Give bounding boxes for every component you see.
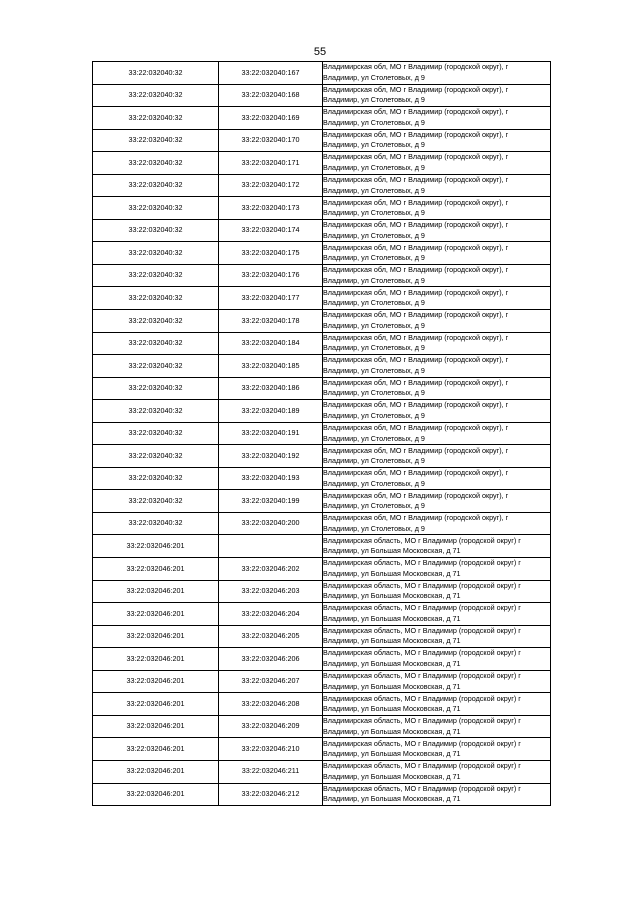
address-line-2: Владимир, ул Большая Московская, д 71 xyxy=(323,794,461,804)
parent-cadastral-number: 33:22:032046:201 xyxy=(93,670,219,693)
address-line-1: Владимирская область, МО г Владимир (городской округ) г xyxy=(323,535,521,545)
address-line-2: Владимир, ул Столетовых, д 9 xyxy=(323,208,425,218)
address-cell xyxy=(323,287,551,310)
table-row xyxy=(93,670,551,693)
address-line-2: Владимир, ул Большая Московская, д 71 xyxy=(323,726,461,736)
parent-cadastral-number: 33:22:032046:201 xyxy=(93,558,219,581)
table-row xyxy=(93,467,551,490)
address-line-1: Владимирская область, МО г Владимир (городской округ) г xyxy=(323,693,521,703)
address-line-2: Владимир, ул Большая Московская, д 71 xyxy=(323,704,461,714)
address-line-2: Владимир, ул Столетовых, д 9 xyxy=(323,388,425,398)
table-row xyxy=(93,219,551,242)
address-line-1: Владимирская область, МО г Владимир (городской округ) г xyxy=(323,671,521,681)
address-line-2: Владимир, ул Столетовых, д 9 xyxy=(323,185,425,195)
table-row xyxy=(93,715,551,738)
parent-cadastral-number: 33:22:032040:32 xyxy=(93,512,219,535)
table-row xyxy=(93,355,551,378)
parent-cadastral-number: 33:22:032040:32 xyxy=(93,332,219,355)
address-cell xyxy=(323,377,551,400)
table-row xyxy=(93,174,551,197)
table-body xyxy=(93,62,551,806)
address-line-1: Владимирская обл, МО г Владимир (городской округ), г xyxy=(323,332,509,342)
parent-cadastral-number: 33:22:032046:201 xyxy=(93,693,219,716)
address-line-2: Владимир, ул Столетовых, д 9 xyxy=(323,478,425,488)
cadastral-number: 33:22:032040:193 xyxy=(219,467,323,490)
address-line-2: Владимир, ул Столетовых, д 9 xyxy=(323,117,425,127)
address-line-1: Владимирская обл, МО г Владимир (городской округ), г xyxy=(323,490,509,500)
parent-cadastral-number: 33:22:032040:32 xyxy=(93,400,219,423)
address-line-1: Владимирская обл, МО г Владимир (городской округ), г xyxy=(323,468,509,478)
table-row xyxy=(93,84,551,107)
table-row xyxy=(93,512,551,535)
table-row xyxy=(93,197,551,220)
address-line-2: Владимир, ул Большая Московская, д 71 xyxy=(323,658,461,668)
page-number: 55 xyxy=(313,46,327,58)
parent-cadastral-number: 33:22:032040:32 xyxy=(93,129,219,152)
parent-cadastral-number: 33:22:032040:32 xyxy=(93,467,219,490)
cadastral-number: 33:22:032040:168 xyxy=(219,84,323,107)
parent-cadastral-number: 33:22:032040:32 xyxy=(93,490,219,513)
address-line-1: Владимирская обл, МО г Владимир (городской округ), г xyxy=(323,62,509,72)
address-line-1: Владимирская обл, МО г Владимир (городской округ), г xyxy=(323,175,509,184)
cadastral-number: 33:22:032046:203 xyxy=(219,580,323,603)
cadastral-number: 33:22:032040:172 xyxy=(219,174,323,197)
parent-cadastral-number: 33:22:032046:201 xyxy=(93,715,219,738)
address-cell xyxy=(323,648,551,671)
cadastral-number: 33:22:032046:202 xyxy=(219,558,323,581)
address-cell xyxy=(323,625,551,648)
address-line-2: Владимир, ул Большая Московская, д 71 xyxy=(323,613,461,623)
parent-cadastral-number: 33:22:032046:201 xyxy=(93,783,219,806)
address-cell xyxy=(323,400,551,423)
table-row xyxy=(93,332,551,355)
address-line-2: Владимир, ул Большая Московская, д 71 xyxy=(323,546,461,556)
parent-cadastral-number: 33:22:032040:32 xyxy=(93,445,219,468)
address-line-2: Владимир, ул Большая Московская, д 71 xyxy=(323,771,461,781)
parent-cadastral-number: 33:22:032046:201 xyxy=(93,580,219,603)
table-row xyxy=(93,422,551,445)
address-line-2: Владимир, ул Столетовых, д 9 xyxy=(323,410,425,420)
table-row xyxy=(93,535,551,558)
address-cell xyxy=(323,512,551,535)
cadastral-number: 33:22:032046:212 xyxy=(219,783,323,806)
address-cell xyxy=(323,152,551,175)
address-line-1: Владимирская обл, МО г Владимир (городской округ), г xyxy=(323,197,509,207)
cadastral-number: 33:22:032040:169 xyxy=(219,107,323,130)
parent-cadastral-number: 33:22:032046:201 xyxy=(93,603,219,626)
address-line-1: Владимирская обл, МО г Владимир (городской округ), г xyxy=(323,220,509,230)
table-row xyxy=(93,62,551,85)
address-cell xyxy=(323,129,551,152)
cadastral-number: 33:22:032040:174 xyxy=(219,219,323,242)
table-row xyxy=(93,760,551,783)
table-row xyxy=(93,648,551,671)
address-cell xyxy=(323,715,551,738)
parent-cadastral-number: 33:22:032040:32 xyxy=(93,242,219,265)
table-row xyxy=(93,107,551,130)
address-line-2: Владимир, ул Столетовых, д 9 xyxy=(323,72,425,82)
address-cell xyxy=(323,197,551,220)
cadastral-number: 33:22:032046:211 xyxy=(219,760,323,783)
cadastral-number: 33:22:032040:189 xyxy=(219,400,323,423)
address-line-2: Владимир, ул Большая Московская, д 71 xyxy=(323,568,461,578)
table-row xyxy=(93,580,551,603)
address-cell xyxy=(323,84,551,107)
address-cell xyxy=(323,445,551,468)
address-line-1: Владимирская область, МО г Владимир (городской округ) г xyxy=(323,738,521,748)
cadastral-number: 33:22:032040:191 xyxy=(219,422,323,445)
address-cell xyxy=(323,535,551,558)
address-line-1: Владимирская обл, МО г Владимир (городской округ), г xyxy=(323,265,509,275)
address-cell xyxy=(323,580,551,603)
address-line-1: Владимирская обл, МО г Владимир (городской округ), г xyxy=(323,107,509,117)
address-cell xyxy=(323,760,551,783)
address-line-1: Владимирская обл, МО г Владимир (городской округ), г xyxy=(323,287,509,297)
address-line-2: Владимир, ул Столетовых, д 9 xyxy=(323,230,425,240)
address-line-2: Владимир, ул Столетовых, д 9 xyxy=(323,253,425,263)
address-cell xyxy=(323,603,551,626)
parent-cadastral-number: 33:22:032046:201 xyxy=(93,535,219,558)
address-line-1: Владимирская обл, МО г Владимир (городской округ), г xyxy=(323,445,509,455)
parent-cadastral-number: 33:22:032046:201 xyxy=(93,625,219,648)
cadastral-number: 33:22:032040:178 xyxy=(219,310,323,333)
table-row xyxy=(93,445,551,468)
address-cell xyxy=(323,174,551,197)
table-row xyxy=(93,625,551,648)
address-cell xyxy=(323,264,551,287)
address-cell xyxy=(323,62,551,85)
parent-cadastral-number: 33:22:032040:32 xyxy=(93,152,219,175)
parent-cadastral-number: 33:22:032040:32 xyxy=(93,355,219,378)
address-cell xyxy=(323,467,551,490)
address-cell xyxy=(323,332,551,355)
cadastral-number: 33:22:032046:205 xyxy=(219,625,323,648)
address-line-1: Владимирская область, МО г Владимир (городской округ) г xyxy=(323,558,521,568)
address-line-2: Владимир, ул Столетовых, д 9 xyxy=(323,320,425,330)
address-line-2: Владимир, ул Большая Московская, д 71 xyxy=(323,681,461,691)
address-line-2: Владимир, ул Столетовых, д 9 xyxy=(323,456,425,466)
cadastral-number: 33:22:032040:171 xyxy=(219,152,323,175)
address-line-1: Владимирская обл, МО г Владимир (городской округ), г xyxy=(323,423,509,433)
parent-cadastral-number: 33:22:032040:32 xyxy=(93,422,219,445)
cadastral-table xyxy=(92,61,551,806)
table-row xyxy=(93,287,551,310)
parent-cadastral-number: 33:22:032040:32 xyxy=(93,310,219,333)
table-row xyxy=(93,377,551,400)
address-cell xyxy=(323,670,551,693)
table-row xyxy=(93,603,551,626)
address-line-1: Владимирская область, МО г Владимир (городской округ) г xyxy=(323,625,521,635)
address-line-2: Владимир, ул Столетовых, д 9 xyxy=(323,523,425,533)
parent-cadastral-number: 33:22:032046:201 xyxy=(93,738,219,761)
parent-cadastral-number: 33:22:032046:201 xyxy=(93,648,219,671)
cadastral-number: 33:22:032040:173 xyxy=(219,197,323,220)
address-cell xyxy=(323,310,551,333)
address-line-1: Владимирская обл, МО г Владимир (городской округ), г xyxy=(323,310,509,320)
address-line-1: Владимирская обл, МО г Владимир (городской округ), г xyxy=(323,129,509,139)
cadastral-number: 33:22:032040:176 xyxy=(219,264,323,287)
table-row xyxy=(93,738,551,761)
address-line-1: Владимирская обл, МО г Владимир (городской округ), г xyxy=(323,377,509,387)
address-line-1: Владимирская обл, МО г Владимир (городской округ), г xyxy=(323,84,509,94)
address-line-2: Владимир, ул Столетовых, д 9 xyxy=(323,501,425,511)
address-line-2: Владимир, ул Столетовых, д 9 xyxy=(323,140,425,150)
cadastral-number: 33:22:032046:209 xyxy=(219,715,323,738)
table-row xyxy=(93,693,551,716)
cadastral-number: 33:22:032046:208 xyxy=(219,693,323,716)
parent-cadastral-number: 33:22:032040:32 xyxy=(93,264,219,287)
address-line-1: Владимирская обл, МО г Владимир (городской округ), г xyxy=(323,152,509,162)
cadastral-number: 33:22:032040:199 xyxy=(219,490,323,513)
table-row xyxy=(93,400,551,423)
parent-cadastral-number: 33:22:032046:201 xyxy=(93,760,219,783)
address-line-1: Владимирская область, МО г Владимир (городской округ) г xyxy=(323,761,521,771)
address-line-2: Владимир, ул Столетовых, д 9 xyxy=(323,275,425,285)
parent-cadastral-number: 33:22:032040:32 xyxy=(93,377,219,400)
address-cell xyxy=(323,242,551,265)
cadastral-number: 33:22:032046:204 xyxy=(219,603,323,626)
cadastral-number: 33:22:032040:177 xyxy=(219,287,323,310)
address-line-2: Владимир, ул Столетовых, д 9 xyxy=(323,343,425,353)
parent-cadastral-number: 33:22:032040:32 xyxy=(93,287,219,310)
address-line-1: Владимирская область, МО г Владимир (городской округ) г xyxy=(323,580,521,590)
address-cell xyxy=(323,693,551,716)
parent-cadastral-number: 33:22:032040:32 xyxy=(93,197,219,220)
address-line-2: Владимир, ул Большая Московская, д 71 xyxy=(323,636,461,646)
cadastral-number: 33:22:032040:185 xyxy=(219,355,323,378)
address-line-2: Владимир, ул Большая Московская, д 71 xyxy=(323,591,461,601)
parent-cadastral-number: 33:22:032040:32 xyxy=(93,62,219,85)
address-cell xyxy=(323,355,551,378)
address-line-2: Владимир, ул Столетовых, д 9 xyxy=(323,95,425,105)
cadastral-number: 33:22:032046:207 xyxy=(219,670,323,693)
table-row xyxy=(93,129,551,152)
address-line-1: Владимирская обл, МО г Владимир (городской округ), г xyxy=(323,355,509,365)
address-line-1: Владимирская обл, МО г Владимир (городской округ), г xyxy=(323,400,509,410)
table-row xyxy=(93,242,551,265)
address-line-1: Владимирская область, МО г Владимир (городской округ) г xyxy=(323,648,521,658)
cadastral-number: 33:22:032040:170 xyxy=(219,129,323,152)
parent-cadastral-number: 33:22:032040:32 xyxy=(93,84,219,107)
cadastral-number: 33:22:032040:192 xyxy=(219,445,323,468)
address-line-2: Владимир, ул Столетовых, д 9 xyxy=(323,365,425,375)
table-row xyxy=(93,152,551,175)
address-line-1: Владимирская обл, МО г Владимир (городской округ), г xyxy=(323,242,509,252)
address-line-2: Владимир, ул Столетовых, д 9 xyxy=(323,433,425,443)
cadastral-number: 33:22:032046:210 xyxy=(219,738,323,761)
cadastral-number: 33:22:032046:206 xyxy=(219,648,323,671)
address-line-2: Владимир, ул Столетовых, д 9 xyxy=(323,162,425,172)
parent-cadastral-number: 33:22:032040:32 xyxy=(93,219,219,242)
cadastral-number xyxy=(219,535,323,558)
address-cell xyxy=(323,558,551,581)
table-row xyxy=(93,310,551,333)
address-line-1: Владимирская область, МО г Владимир (городской округ) г xyxy=(323,603,521,613)
table-row xyxy=(93,558,551,581)
cadastral-number: 33:22:032040:184 xyxy=(219,332,323,355)
parent-cadastral-number: 33:22:032040:32 xyxy=(93,174,219,197)
address-line-1: Владимирская обл, МО г Владимир (городской округ), г xyxy=(323,513,509,523)
cadastral-number: 33:22:032040:175 xyxy=(219,242,323,265)
parent-cadastral-number: 33:22:032040:32 xyxy=(93,107,219,130)
cadastral-number: 33:22:032040:186 xyxy=(219,377,323,400)
address-cell xyxy=(323,422,551,445)
address-line-1: Владимирская область, МО г Владимир (городской округ) г xyxy=(323,783,521,793)
cadastral-number: 33:22:032040:167 xyxy=(219,62,323,85)
address-cell xyxy=(323,783,551,806)
address-cell xyxy=(323,490,551,513)
address-cell xyxy=(323,219,551,242)
address-line-2: Владимир, ул Большая Московская, д 71 xyxy=(323,749,461,759)
address-line-1: Владимирская область, МО г Владимир (городской округ) г xyxy=(323,716,521,726)
address-line-2: Владимир, ул Столетовых, д 9 xyxy=(323,298,425,308)
table-row xyxy=(93,264,551,287)
address-cell xyxy=(323,107,551,130)
table-row xyxy=(93,490,551,513)
address-cell xyxy=(323,738,551,761)
cadastral-number: 33:22:032040:200 xyxy=(219,512,323,535)
table-row xyxy=(93,783,551,806)
